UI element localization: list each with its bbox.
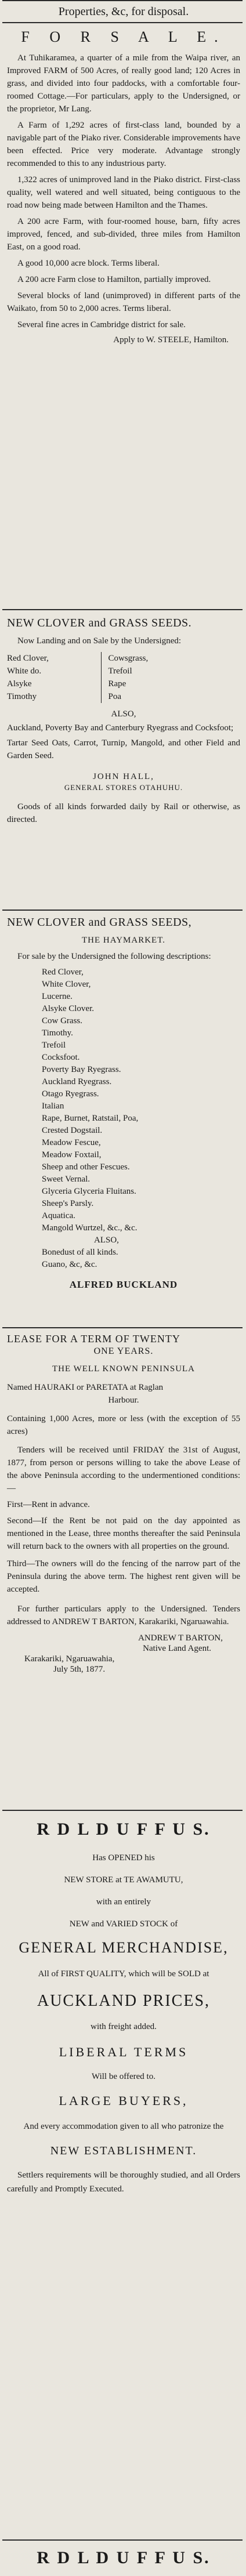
for-sale-ad	[0, 28, 246, 345]
duffus-line-14: Settlers requirements will be thoroughly studied, and all Orders carefully and Promptly Executed.	[7, 2170, 240, 2194]
duffus-line-12: And every accommodation given to all who patronize the	[23, 2121, 224, 2131]
for-sale-farm-500: At Tuhikaramea, a quarter of a mile from the Waipa river, an Improved FARM of 500 Acres, of really good land; 120 Acres in grass, and divided into four paddocks, with a comfortable four-roomed Cottage.—For particulars, apply to the Undersigned, or the proprietor, Mr Lang.	[7, 53, 240, 114]
lease-second: Second—If the Rent be not paid on the day appointed as mentioned in the Lease, three months thereafter the said Peninsula will return back to the owners with all properties on the ground.	[7, 1516, 240, 1551]
clover-ad-hall	[0, 616, 246, 826]
duffus-line-3: with an entirely	[96, 1897, 151, 1907]
clover-buckland-sub: THE HAYMARKET.	[82, 936, 165, 945]
list-item: Timothy.	[42, 1028, 73, 1038]
lease-date-place: Karakariki, Ngaruawahia,	[24, 1654, 115, 1664]
clover-hall-ryegrass: Auckland, Poverty Bay and Canterbury Ryegrass and Cocksfoot;	[7, 723, 234, 733]
list-item: Otago Ryegrass.	[42, 1089, 99, 1099]
duffus-line-5: GENERAL MERCHANDISE,	[19, 1939, 229, 1956]
list-item: Italian	[42, 1102, 64, 1111]
list-item: White do.	[7, 666, 42, 676]
list-item: Lucerne.	[42, 992, 73, 1001]
rule-3	[2, 1327, 243, 1328]
for-sale-cambridge: Several fine acres in Cambridge district for sale.	[17, 320, 186, 330]
duffus-line-2: NEW STORE at TE AWAMUTU,	[64, 1875, 183, 1885]
section-title: Properties, &c, for disposal.	[58, 5, 189, 18]
list-item: Meadow Foxtail,	[42, 1150, 102, 1160]
duffus-line-6: All of FIRST QUALITY, which will be SOLD at	[38, 1969, 209, 1979]
list-item: Sweet Vernal.	[42, 1175, 91, 1184]
list-item: Crested Dogstail.	[42, 1126, 103, 1135]
list-item: Sheep's Parsly.	[42, 1199, 94, 1208]
clover-hall-also: ALSO,	[111, 709, 136, 719]
list-item: Alsyke	[7, 679, 32, 689]
list-item: Poa	[108, 692, 121, 701]
list-item: Aquatica.	[42, 1211, 75, 1220]
clover-hall-left-list	[7, 652, 94, 703]
list-item: Guano, &c, &c.	[42, 1260, 97, 1269]
lease-signature: ANDREW T BARTON,	[138, 1633, 223, 1643]
top-rule	[2, 0, 243, 1]
lease-third: Third—The owners will do the fencing of the narrow part of the Peninsula during the above term. The highest rent given will be accepted.	[7, 1559, 240, 1594]
list-item: Timothy	[7, 692, 37, 701]
list-item: Sheep and other Fescues.	[42, 1162, 130, 1172]
clover-hall-stores: GENERAL STORES OTAHUHU.	[64, 783, 183, 792]
duffus-line-11: LARGE BUYERS,	[59, 2093, 189, 2108]
list-item: ALSO,	[94, 1236, 119, 1245]
list-item: Cocksfoot.	[42, 1053, 80, 1062]
lease-named: Named HAURAKI or PARETATA at Raglan	[7, 1382, 164, 1392]
lease-ad	[0, 1333, 246, 1675]
brace-divider	[101, 652, 102, 703]
lease-heading-1: LEASE FOR A TERM OF TWENTY	[7, 1333, 180, 1345]
for-sale-farm-200: A 200 acre Farm, with four-roomed house, barn, fifty acres improved, fenced, and sub-divided, three miles from Hamilton East, on a good road.	[7, 217, 240, 252]
rule-2	[2, 910, 243, 911]
list-item: Bonedust of all kinds.	[42, 1248, 118, 1257]
clover-hall-heading: NEW CLOVER and GRASS SEEDS.	[7, 617, 192, 629]
clover-hall-intro: Now Landing and on Sale by the Undersigned:	[17, 636, 182, 646]
rule-5	[2, 2539, 243, 2541]
lease-sub: THE WELL KNOWN PENINSULA	[52, 1364, 196, 1374]
for-sale-heading: F O R S A L E.	[21, 28, 226, 45]
duffus-line-7: AUCKLAND PRICES,	[37, 1992, 211, 2010]
list-item: Alsyke Clover.	[42, 1004, 94, 1013]
list-item: Rape	[108, 679, 126, 689]
duffus-name: R D L D U F F U S.	[37, 1820, 211, 1839]
clover-hall-name: JOHN HALL,	[93, 772, 154, 781]
duffus-line-9: LIBERAL TERMS	[59, 2044, 189, 2059]
duffus-line-4: NEW and VARIED STOCK of	[69, 1919, 178, 1929]
rule-1	[2, 609, 243, 610]
lease-harbour: Harbour.	[108, 1395, 139, 1405]
for-sale-block-10000: A good 10,000 acre block. Terms liberal.	[17, 259, 160, 269]
list-item: Red Clover,	[7, 654, 49, 663]
duffus-line-10: Will be offered to.	[92, 2072, 155, 2082]
duffus-line-8: with freight added.	[91, 2021, 157, 2031]
duffus-line-1: Has OPENED his	[92, 1853, 155, 1863]
for-sale-farm-1292: A Farm of 1,292 acres of first-class land, bounded by a navigable part of the Piako river. Considerable improvements have been effected. Price very moderate. Advantage strongly recommended to this to any industrious party.	[7, 121, 240, 169]
clover-hall-tartar: Tartar Seed Oats, Carrot, Turnip, Mangold, and other Field and Garden Seed.	[7, 738, 240, 760]
list-item: Poverty Bay Ryegrass.	[42, 1065, 121, 1074]
for-sale-farm-hamilton: A 200 acre Farm close to Hamilton, partially improved.	[17, 275, 211, 285]
lease-heading-2: ONE YEARS.	[93, 1346, 154, 1356]
duffus-ad	[0, 1819, 246, 2196]
clover-buckland-list	[7, 966, 240, 1271]
lease-signature-title: Native Land Agent.	[143, 1643, 211, 1653]
lease-first: First—Rent in advance.	[7, 1499, 90, 1509]
header-rule	[2, 22, 243, 23]
clover-hall-footer: Goods of all kinds forwarded daily by Rail or otherwise, as directed.	[7, 802, 240, 824]
list-item: White Clover,	[42, 980, 91, 989]
list-item: Trefoil	[42, 1041, 66, 1050]
duffus-line-13: NEW ESTABLISHMENT.	[50, 2144, 197, 2157]
list-item: Red Clover,	[42, 968, 84, 977]
for-sale-signature: Apply to W. STEELE, Hamilton.	[113, 335, 229, 345]
list-item: Trefoil	[108, 666, 132, 676]
lease-date: July 5th, 1877.	[53, 1664, 106, 1674]
for-sale-blocks: Several blocks of land (unimproved) in different parts of the Waikato, from 50 to 2,000 acres. Terms liberal.	[7, 291, 240, 314]
list-item: Cowsgrass,	[108, 654, 149, 663]
lease-further: For further particulars apply to the Undersigned. Tenders addressed to ANDREW T BARTON, Karakariki, Ngaruawahia.	[7, 1604, 240, 1626]
clover-hall-columns	[7, 652, 240, 703]
list-item: Auckland Ryegrass.	[42, 1077, 112, 1086]
clover-buckland-intro: For sale by the Undersigned the following descriptions:	[17, 952, 211, 961]
for-sale-land-1322: 1,322 acres of unimproved land in the Piako district. First-class quality, well watered and well situated, being contiguous to the road now being made between Hamilton and the Thames.	[7, 175, 240, 211]
clover-ad-buckland	[0, 915, 246, 1291]
clover-hall-right-list	[108, 652, 213, 703]
list-item: Rape, Burnet, Ratstail, Poa,	[42, 1114, 139, 1123]
list-item: Cow Grass.	[42, 1016, 82, 1026]
duffus-footer-name: R D L D U F F U S.	[37, 2548, 211, 2567]
clover-buckland-heading: NEW CLOVER and GRASS SEEDS,	[7, 916, 192, 929]
list-item: Mangold Wurtzel, &c., &c.	[42, 1223, 138, 1233]
rule-4	[2, 1810, 243, 1811]
lease-containing: Containing 1,000 Acres, more or less (with the exception of 55 acres)	[7, 1414, 240, 1436]
list-item: Glyceria Glyceria Fluitans.	[42, 1187, 136, 1196]
list-item: Meadow Fescue,	[42, 1138, 101, 1147]
clover-buckland-name: ALFRED BUCKLAND	[69, 1279, 178, 1290]
lease-tenders: Tenders will be received until FRIDAY the 31st of August, 1877, from person or persons willing to take the above Lease of the above Peninsula according to the undermentioned conditions:—	[7, 1445, 240, 1493]
